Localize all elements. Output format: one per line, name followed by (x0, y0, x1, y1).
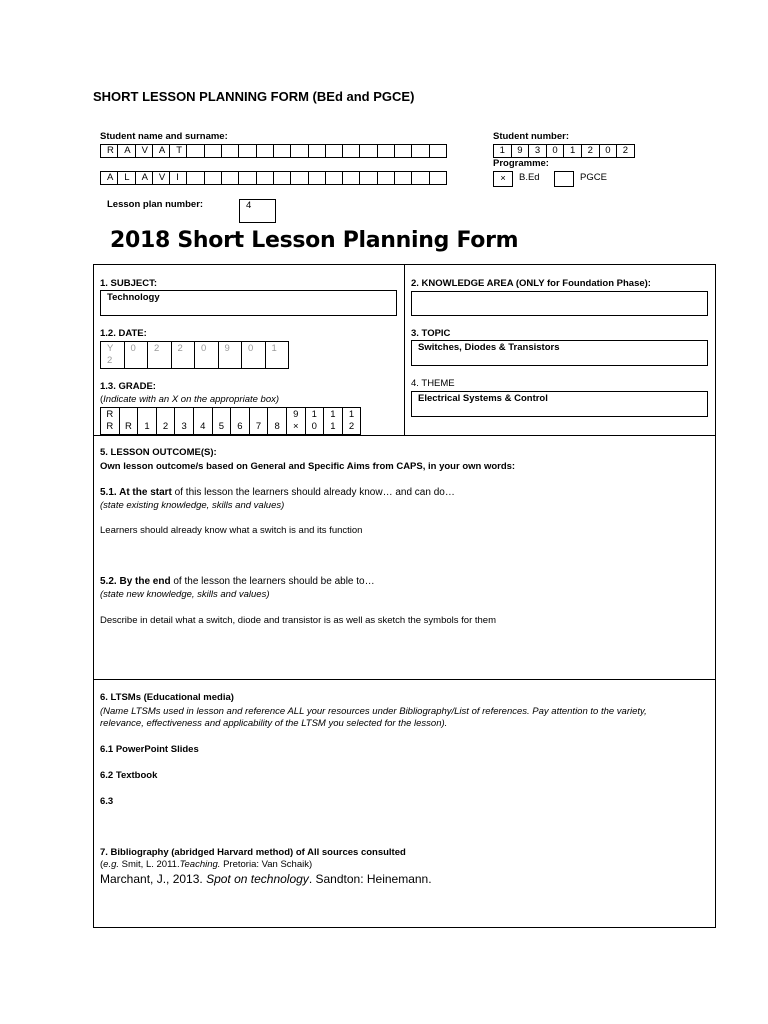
name-row-1-cell-14[interactable] (325, 144, 343, 158)
grade-cell-5[interactable] (174, 407, 194, 435)
name-row-2-cell-7[interactable] (204, 171, 222, 185)
grade-cell-7[interactable] (212, 407, 232, 435)
grade-cell-bottom: R (106, 421, 114, 432)
name-row-2-cell-15[interactable] (342, 171, 360, 185)
name-row-1-cell-10[interactable] (256, 144, 274, 158)
name-row-2-cell-11[interactable] (273, 171, 291, 185)
grade-label: 1.3. GRADE: (100, 381, 156, 392)
grade-cell-9[interactable] (249, 407, 269, 435)
theme-field[interactable]: Electrical Systems & Control (411, 391, 708, 417)
ltsm-hint-line-1: (Name LTSMs used in lesson and reference ALL your resources under Bibliography/List of references. Pay attention to the variety, (100, 706, 647, 717)
ltsm-item-1[interactable]: 6.1 PowerPoint Slides (100, 744, 199, 755)
student-number-cell-8[interactable]: 2 (616, 144, 635, 158)
name-row-2-cell-14[interactable] (325, 171, 343, 185)
lesson-plan-label: Lesson plan number: (107, 199, 204, 210)
theme-label: 4. THEME (411, 378, 455, 389)
name-row-2-cell-1[interactable]: A (100, 171, 118, 185)
date-cell-4[interactable]: 2 (171, 341, 196, 369)
grade-cell-bottom: R (124, 421, 132, 432)
grade-cell-top (157, 409, 175, 421)
grade-cell-bottom: 0 (311, 421, 317, 432)
grade-cell-top (138, 409, 156, 421)
section-divider (93, 679, 716, 680)
grade-cell-1[interactable] (100, 407, 120, 435)
knowledge-area-label: 2. KNOWLEDGE AREA (ONLY for Foundation Phase): (411, 278, 651, 289)
date-cell-2[interactable]: 0 (124, 341, 149, 369)
name-row-2[interactable] (100, 171, 447, 185)
ltsm-label: 6. LTSMs (Educational media) (100, 692, 234, 703)
name-row-2-cell-2[interactable]: L (117, 171, 135, 185)
student-number-cell-7[interactable]: 0 (599, 144, 618, 158)
name-row-2-cell-3[interactable]: A (135, 171, 153, 185)
grade-cell-bottom: 1 (330, 421, 336, 432)
ltsm-item-2[interactable]: 6.2 Textbook (100, 770, 158, 781)
ltsm-hint-line-2: relevance, effectiveness and applicability of the LTSM you selected for the lesson). (100, 718, 448, 729)
student-number-cell-5[interactable]: 1 (563, 144, 582, 158)
name-row-1-cell-1[interactable]: R (100, 144, 118, 158)
grade-cell-2[interactable] (119, 407, 139, 435)
name-row-1-cell-5[interactable]: T (169, 144, 187, 158)
name-row-2-cell-13[interactable] (308, 171, 326, 185)
student-number-cell-3[interactable]: 3 (528, 144, 547, 158)
grade-cell-top (268, 409, 286, 421)
name-row-1-cell-7[interactable] (204, 144, 222, 158)
bibliography-entry[interactable]: Marchant, J., 2013. Spot on technology. Sandton: Heinemann. (100, 872, 432, 886)
bibliography-label: 7. Bibliography (abridged Harvard method) of All sources consulted (100, 847, 406, 858)
grade-hint: (Indicate with an X on the appropriate box) (100, 394, 280, 405)
grade-cell-10[interactable] (267, 407, 287, 435)
grade-field[interactable] (100, 407, 361, 435)
lesson-plan-number-field[interactable]: 4 (239, 199, 276, 223)
name-row-1-cell-9[interactable] (238, 144, 256, 158)
grade-cell-top: 1 (330, 409, 336, 420)
grade-cell-6[interactable] (193, 407, 213, 435)
name-row-1-cell-6[interactable] (186, 144, 204, 158)
grade-cell-3[interactable] (137, 407, 157, 435)
name-row-1[interactable] (100, 144, 447, 158)
grade-cell-14[interactable] (342, 407, 362, 435)
student-number-field[interactable] (493, 144, 635, 158)
outcomes-label: 5. LESSON OUTCOME(S): (100, 447, 217, 458)
outcome-end-prompt: 5.2. By the end of the lesson the learners should be able to… (100, 576, 375, 587)
name-row-1-cell-13[interactable] (308, 144, 326, 158)
grade-cell-bottom: 8 (274, 421, 280, 432)
name-row-1-cell-17[interactable] (377, 144, 395, 158)
grade-cell-top (120, 409, 138, 421)
outcome-end-answer[interactable]: Describe in detail what a switch, diode and transistor is as well as sketch the symbols for them (100, 615, 497, 626)
name-row-1-cell-18[interactable] (394, 144, 412, 158)
grade-cell-bottom: 3 (181, 421, 187, 432)
outcome-start-answer[interactable]: Learners should already know what a switch is and its function (100, 525, 363, 536)
ltsm-item-3[interactable]: 6.3 (100, 796, 114, 807)
grade-cell-top (250, 409, 268, 421)
name-row-2-cell-17[interactable] (377, 171, 395, 185)
date-cell-5[interactable]: 0 (194, 341, 219, 369)
date-cell-8[interactable]: 1 (265, 341, 290, 369)
grade-cell-bottom: 4 (200, 421, 206, 432)
programme-pgce-checkbox[interactable] (554, 171, 574, 187)
name-row-2-cell-12[interactable] (290, 171, 308, 185)
name-row-2-cell-19[interactable] (411, 171, 429, 185)
student-number-cell-1[interactable]: 1 (493, 144, 512, 158)
name-row-2-cell-20[interactable] (429, 171, 447, 185)
programme-bed-label: B.Ed (519, 172, 540, 183)
grade-cell-bottom: 2 (348, 421, 355, 432)
student-name-label: Student name and surname: (100, 131, 228, 142)
date-field[interactable] (100, 341, 289, 369)
subject-label: 1. SUBJECT: (100, 278, 158, 289)
name-row-2-cell-6[interactable] (186, 171, 204, 185)
name-row-2-cell-9[interactable] (238, 171, 256, 185)
outcome-start-hint: (state existing knowledge, skills and values) (100, 500, 285, 511)
topic-field[interactable]: Switches, Diodes & Transistors (411, 340, 708, 366)
grade-cell-bottom: 6 (237, 421, 243, 432)
grade-cell-top: 1 (311, 409, 317, 420)
name-row-1-cell-4[interactable]: A (152, 144, 170, 158)
subject-field[interactable]: Technology (100, 290, 397, 316)
outcome-end-hint: (state new knowledge, skills and values) (100, 589, 270, 600)
name-row-2-cell-10[interactable] (256, 171, 274, 185)
section-divider (93, 435, 716, 436)
student-number-cell-2[interactable]: 9 (511, 144, 530, 158)
name-row-1-cell-20[interactable] (429, 144, 447, 158)
date-cell-6[interactable]: 9 (218, 341, 243, 369)
grade-cell-bottom: 1 (144, 421, 150, 432)
grade-cell-top (213, 409, 231, 421)
name-row-1-cell-15[interactable] (342, 144, 360, 158)
grade-cell-bottom: × (292, 421, 299, 432)
name-row-2-cell-5[interactable]: I (169, 171, 187, 185)
grade-cell-top: R (106, 409, 114, 420)
date-cell-7[interactable]: 0 (241, 341, 266, 369)
grade-cell-top: 9 (293, 409, 299, 420)
student-number-label: Student number: (493, 131, 569, 142)
name-row-1-cell-11[interactable] (273, 144, 291, 158)
bibliography-example: (e.g. Smit, L. 2011.Teaching. Pretoria: Van Schaik) (100, 859, 313, 870)
student-number-cell-4[interactable]: 0 (546, 144, 565, 158)
grade-cell-top (175, 409, 193, 421)
name-row-1-cell-8[interactable] (221, 144, 239, 158)
grade-cell-12[interactable] (305, 407, 325, 435)
date-cell-3[interactable]: 2 (147, 341, 172, 369)
name-row-1-cell-16[interactable] (359, 144, 377, 158)
name-row-1-cell-3[interactable]: V (135, 144, 153, 158)
grade-cell-top: 1 (348, 409, 355, 420)
outcome-start-prompt: 5.1. At the start of this lesson the learners should already know… and can do… (100, 487, 455, 498)
student-number-cell-6[interactable]: 2 (581, 144, 600, 158)
programme-label: Programme: (493, 158, 549, 169)
grade-cell-bottom: 2 (162, 421, 169, 432)
name-row-2-cell-4[interactable]: V (152, 171, 170, 185)
programme-pgce-label: PGCE (580, 172, 607, 183)
name-row-1-cell-2[interactable]: A (117, 144, 135, 158)
page-title: 2018 Short Lesson Planning Form (110, 228, 519, 253)
grade-cell-8[interactable] (230, 407, 250, 435)
grade-cell-13[interactable] (323, 407, 343, 435)
grade-cell-top (194, 409, 212, 421)
name-row-1-cell-19[interactable] (411, 144, 429, 158)
grade-cell-top (231, 409, 249, 421)
grade-cell-bottom: 7 (255, 421, 262, 432)
programme-bed-checkbox[interactable]: × (493, 171, 513, 187)
name-row-2-cell-16[interactable] (359, 171, 377, 185)
form-title: SHORT LESSON PLANNING FORM (BEd and PGCE) (93, 89, 415, 104)
date-label: 1.2. DATE: (100, 328, 147, 339)
name-row-2-cell-8[interactable] (221, 171, 239, 185)
column-divider (404, 264, 405, 436)
grade-cell-4[interactable] (156, 407, 176, 435)
grade-cell-bottom: 5 (218, 421, 224, 432)
knowledge-area-field[interactable] (411, 291, 708, 316)
name-row-2-cell-18[interactable] (394, 171, 412, 185)
date-cell-1[interactable]: Y 2 (100, 341, 125, 369)
topic-label: 3. TOPIC (411, 328, 451, 339)
grade-cell-11[interactable] (286, 407, 306, 435)
name-row-1-cell-12[interactable] (290, 144, 308, 158)
outcomes-subtitle: Own lesson outcome/s based on General and Specific Aims from CAPS, in your own words: (100, 461, 516, 472)
